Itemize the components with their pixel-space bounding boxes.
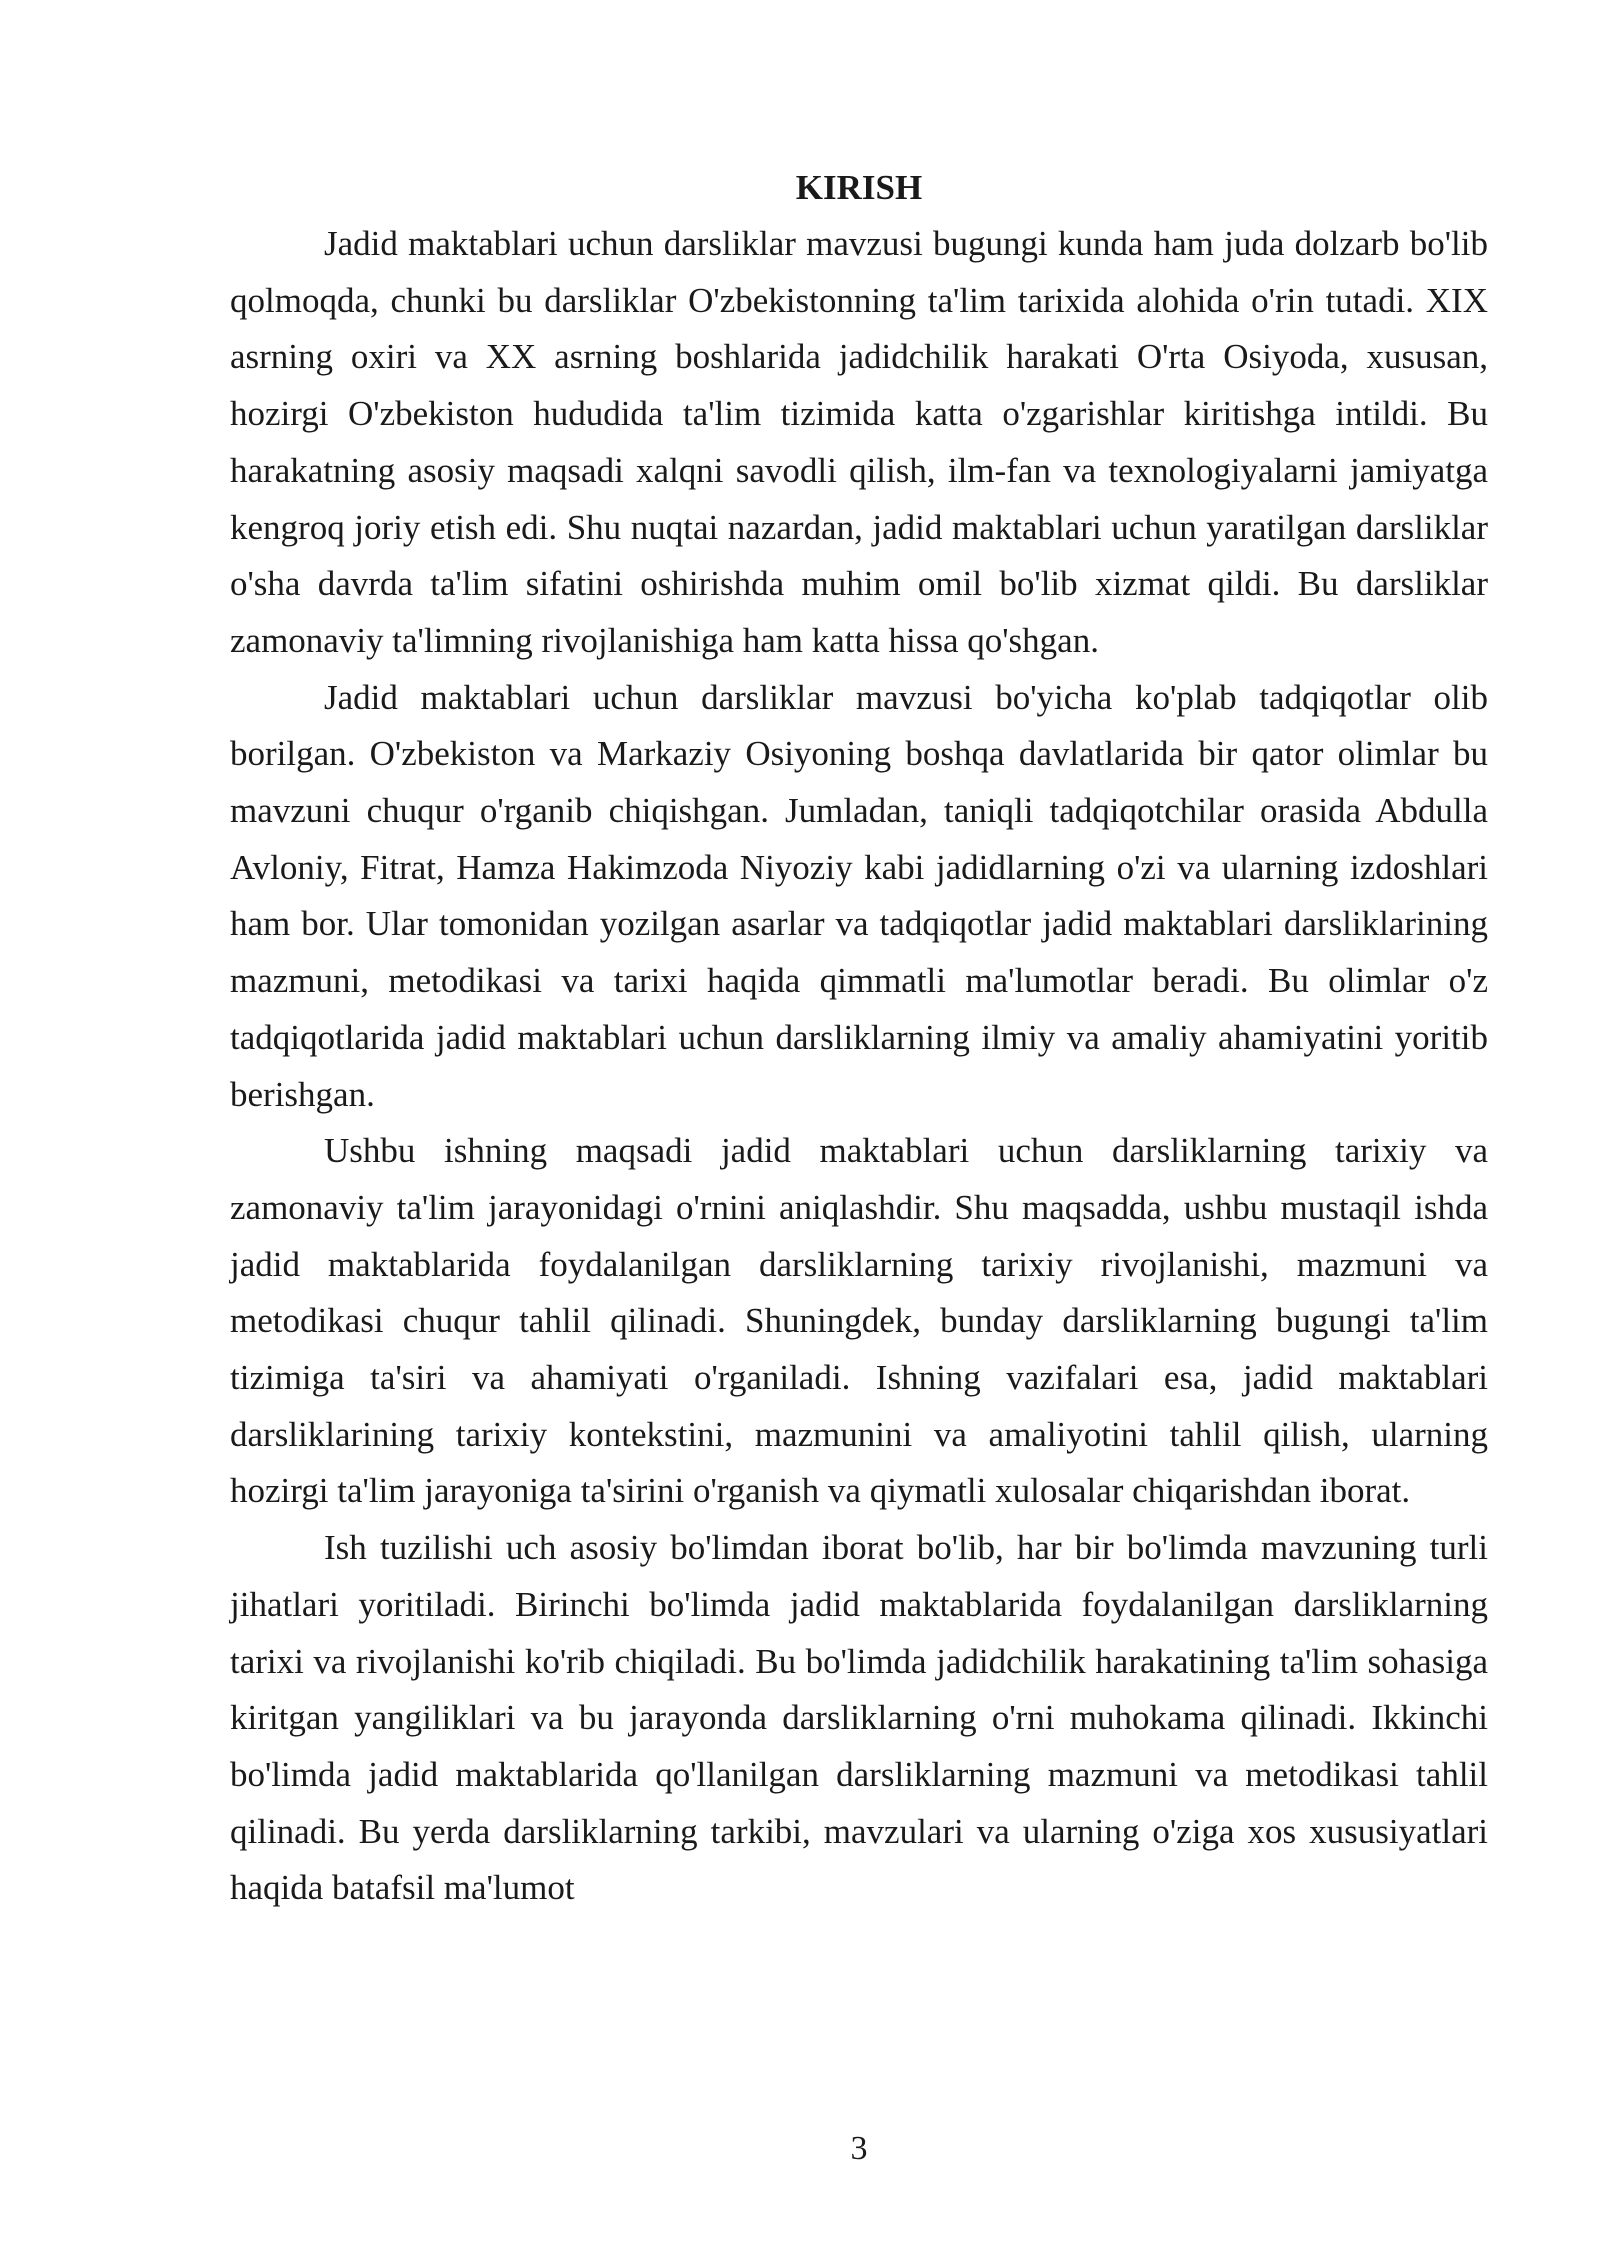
paragraph-2: Jadid maktablari uchun darsliklar mavzusi bo'yicha ko'plab tadqiqotlar olib borilgan. O'zbekiston va Markaziy Osiyoning boshqa davlatlarida bir qator olimlar bu mavzuni chuqur o'rganib chiqishgan. Jumladan, taniqli tadqiqotchilar orasida Abdulla Avloniy, Fitrat, Hamza Hakimzoda Niyoziy kabi jadidlarning o'zi va ularning izdoshlari ham bor. Ular tomonidan yozilgan asarlar va tadqiqotlar jadid maktablari darsliklarining mazmuni, metodikasi va tarixi haqida qimmatli ma'lumotlar beradi. Bu olimlar o'z tadqiqotlarida jadid maktablari uchun darsliklarning ilmiy va amaliy ahamiyatini yoritib berishgan. — [230, 677, 1488, 1114]
page-content — [230, 160, 1488, 1917]
paragraph-3: Ushbu ishning maqsadi jadid maktablari uchun darsliklarning tarixiy va zamonaviy ta'lim jarayonidagi o'rnini aniqlashdir. Shu maqsadda, ushbu mustaqil ishda jadid maktablarida foydalanilgan darsliklarning tarixiy rivojlanishi, mazmuni va metodikasi chuqur tahlil qilinadi. Shuningdek, bunday darsliklarning bugungi ta'lim tizimiga ta'siri va ahamiyati o'rganiladi. Ishning vazifalari esa, jadid maktablari darsliklarining tarixiy kontekstini, mazmunini va amaliyotini tahlil qilish, ularning hozirgi ta'lim jarayoniga ta'sirini o'rganish va qiymatli xulosalar chiqarishdan iborat. — [230, 1131, 1488, 1511]
section-heading: KIRISH — [795, 168, 923, 207]
paragraph-1: Jadid maktablari uchun darsliklar mavzusi bugungi kunda ham juda dolzarb bo'lib qolmoqda, chunki bu darsliklar O'zbekistonning ta'lim tarixida alohida o'rin tutadi. XIX asrning oxiri va XX asrning boshlarida jadidchilik harakati O'rta Osiyoda, xususan, hozirgi O'zbekiston hududida ta'lim tizimida katta o'zgarishlar kiritishga intildi. Bu harakatning asosiy maqsadi xalqni savodli qilish, ilm-fan va texnologiyalarni jamiyatga kengroq joriy etish edi. Shu nuqtai nazardan, jadid maktablari uchun yaratilgan darsliklar o'sha davrda ta'lim sifatini oshirishda muhim omil bo'lib xizmat qildi. Bu darsliklar zamonaviy ta'limning rivojlanishiga ham katta hissa qo'shgan. — [230, 224, 1488, 660]
page-number: 3 — [850, 2130, 868, 2167]
paragraph-4: Ish tuzilishi uch asosiy bo'limdan iborat bo'lib, har bir bo'limda mavzuning turli jihatlari yoritiladi. Birinchi bo'limda jadid maktablarida foydalanilgan darsliklarning tarixi va rivojlanishi ko'rib chiqiladi. Bu bo'limda jadidchilik harakatining ta'lim sohasiga kiritgan yangiliklari va bu jarayonda darsliklarning o'rni muhokama qilinadi. Ikkinchi bo'limda jadid maktablarida qo'llanilgan darsliklarning mazmuni va metodikasi tahlil qilinadi. Bu yerda darsliklarning tarkibi, mavzulari va ularning o'ziga xos xususiyatlari haqida batafsil ma'lumot — [230, 1528, 1488, 1908]
